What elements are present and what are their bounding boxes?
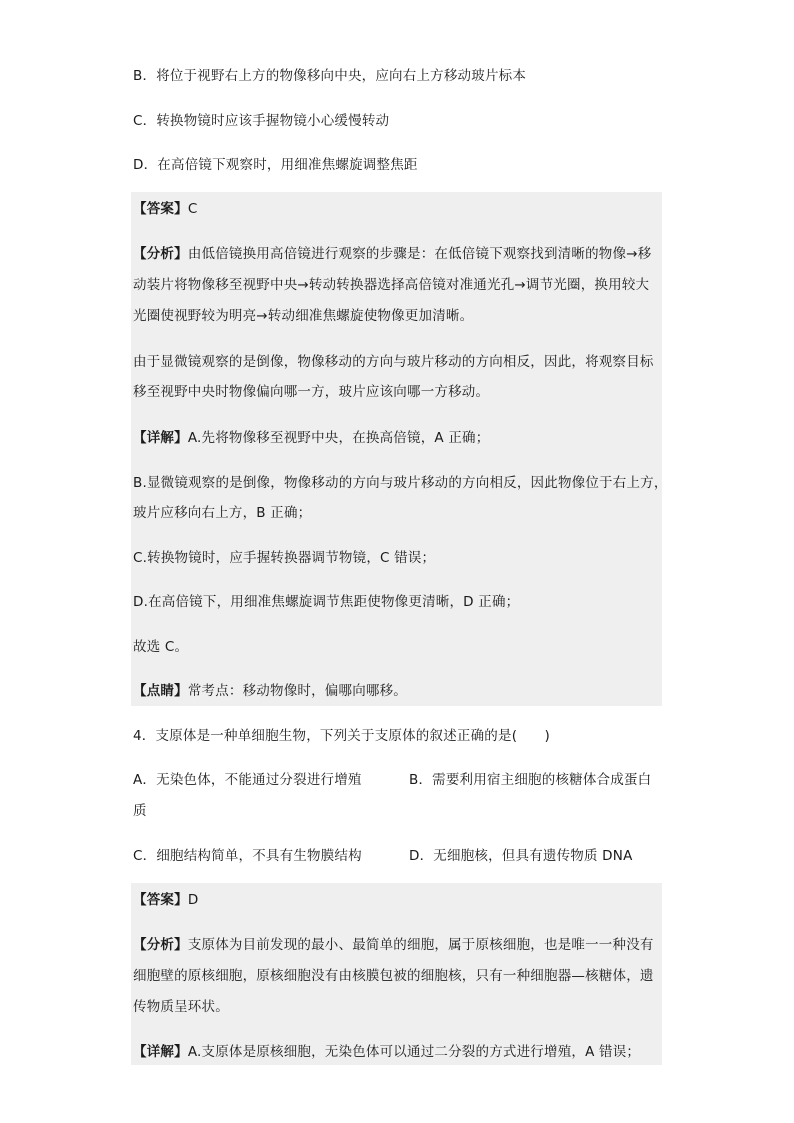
q3-solution-block <box>131 192 662 706</box>
q3-option-d: D．在高倍镜下观察时，用细准焦螺旋调整焦距 <box>133 157 418 173</box>
detail-text: A.先将物像移至视野中央，在换高倍镜，A 正确； <box>187 430 490 446</box>
q4-option-c: C．细胞结构简单，不具有生物膜结构 <box>133 848 362 864</box>
detail-tag: 【详解】 <box>133 430 188 446</box>
q3-detail-line-d: D.在高倍镜下，用细准焦螺旋调节焦距使物像更清晰，D 正确； <box>133 594 520 610</box>
q3-analysis-line-3: 光圈使视野较为明亮→转动细准焦螺旋使物像更加清晰。 <box>133 308 474 324</box>
q4-stem: 4．支原体是一种单细胞生物，下列关于支原体的叙述正确的是( ) <box>133 728 551 744</box>
q3-analysis2-line-1: 由于显微镜观察的是倒像，物像移动的方向与玻片移动的方向相反，因此，将观察目标 <box>133 354 654 370</box>
q3-choose-line: 故选 C。 <box>133 639 189 655</box>
tip-tag: 【点睛】 <box>133 683 188 699</box>
answer-tag: 【答案】 <box>133 892 188 908</box>
q3-detail-line-a <box>133 427 489 449</box>
analysis-text: 由低倍镜换用高倍镜进行观察的步骤是：在低倍镜下观察找到清晰的物像→移 <box>187 246 652 262</box>
q3-option-c: C．转换物镜时应该手握物镜小心缓慢转动 <box>133 113 390 129</box>
q3-detail-line-b2: 玻片应移向右上方，B 正确； <box>133 505 312 521</box>
q4-analysis-line-2: 细胞壁的原核细胞，原核细胞没有由核膜包被的细胞核，只有一种细胞器—核糖体，遗 <box>133 968 654 984</box>
answer-value: D <box>187 892 199 908</box>
q4-option-a: A．无染色体，不能通过分裂进行增殖 <box>133 772 362 788</box>
q3-option-b: B．将位于视野右上方的物像移向中央，应向右上方移动玻片标本 <box>133 68 527 84</box>
q3-analysis2-line-2: 移至视野中央时物像偏向哪一方，玻片应该向哪一方移动。 <box>133 384 490 400</box>
q3-analysis-line-2: 动装片将物像移至视野中央→转动转换器选择高倍镜对准通光孔→调节光圈，换用较大 <box>133 277 650 293</box>
answer-value: C <box>187 201 198 217</box>
q3-detail-line-b1: B.显微镜观察的是倒像，物像移动的方向与玻片移动的方向相反，因此物像位于右上方， <box>133 475 668 491</box>
analysis-tag: 【分析】 <box>133 937 188 953</box>
q4-option-d: D．无细胞核，但具有遗传物质 DNA <box>409 848 633 864</box>
q4-option-b-line-1: B．需要利用宿主细胞的核糖体合成蛋白 <box>409 772 652 788</box>
analysis-text: 支原体为目前发现的最小、最简单的细胞，属于原核细胞，也是唯一一种没有 <box>187 937 654 953</box>
q4-analysis-line-3: 传物质呈环状。 <box>133 999 229 1015</box>
answer-tag: 【答案】 <box>133 201 188 217</box>
q3-answer-line <box>133 198 197 220</box>
analysis-tag: 【分析】 <box>133 246 188 262</box>
q4-analysis-line-1 <box>133 934 654 956</box>
q4-option-b-line-2: 质 <box>133 803 147 819</box>
q4-detail-line-a <box>133 1041 640 1063</box>
q4-answer-line <box>133 889 198 911</box>
q3-detail-line-c: C.转换物镜时，应手握转换器调节物镜，C 错误； <box>133 550 436 566</box>
q3-tip-line <box>133 680 407 702</box>
tip-text: 常考点：移动物像时，偏哪向哪移。 <box>187 683 408 699</box>
detail-tag: 【详解】 <box>133 1044 188 1060</box>
detail-text: A.支原体是原核细胞，无染色体可以通过二分裂的方式进行增殖，A 错误； <box>187 1044 641 1060</box>
q3-analysis-line-1 <box>133 243 651 265</box>
